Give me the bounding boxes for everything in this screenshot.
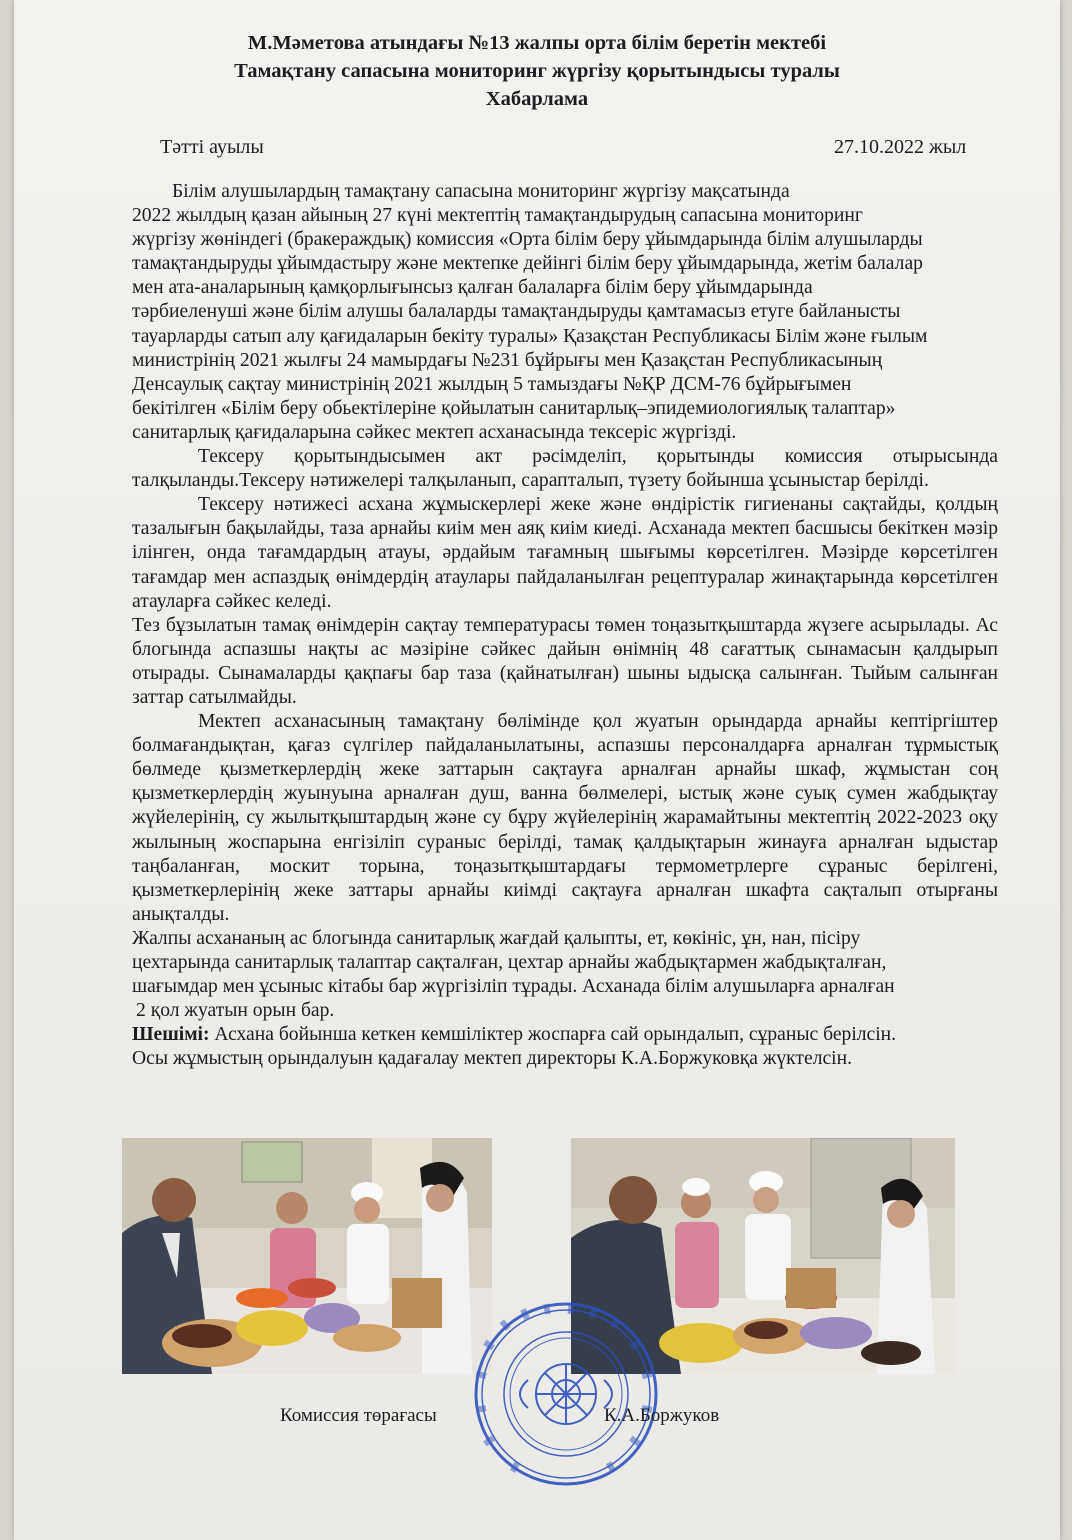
paragraph-line: бекітілген «Білім беру обьектілеріне қойылатын санитарлық–эпидемиологиялық талаптар» [132,397,896,419]
paragraph-line: цехтарында санитарлық талаптар сақталған, цехтар арнайы жабдықтармен жабдықталған, [132,952,887,973]
date-text: 27.10.2022 жыл [834,136,967,158]
paragraph-line: министрінің 2021 жылғы 24 мамырдағы №231 бұйрығы мен Қазақстан Республикасының [132,349,883,371]
paragraph-line: тауарларды сатып алу қағидаларын бекіту туралы» Қазақстан Республикасы Білім және ғылым [132,325,928,347]
school-name-heading: М.Мәметова атындағы №13 жалпы орта білім беретін мектебі [247,32,827,54]
subject-heading: Тамақтану сапасына мониторинг жүргізу қорытындысы туралы [234,60,840,82]
kitchen-inspection-photo-1 [122,1138,492,1374]
paragraph-line: жүргізу жөніндегі (бракераждық) комиссия «Орта білім беру ұйымдарында білім алушыларды [132,229,923,251]
paragraph-line: Денсаулық сақтау министрінің 2021 жылдың 5 тамыздағы №ҚР ДСМ-76 бұйрығымен [132,373,852,395]
decision-text: Асхана бойынша кеткен кемшіліктер жоспарға сай орындалып, сұраныс берілсін. [209,1024,897,1046]
document-body [132,180,998,1071]
signature-name: К.А.Боржуков [604,1405,720,1426]
paragraph-line: шағымдар мен ұсыныс кітабы бар жүргізіліп тұрады. Асханада білім алушыларға арналған [132,976,895,998]
paragraph-results: Тексеру нәтижесі асхана жұмыскерлері жеке және өндірістік гигиенаны сақтайды, қолдың тазалығын бақылайды, таза арнайы киім мен аяқ киім киеді. Асханада мектеп басшысы бекіткен мәзір ілінген, онда тағамдардың атауы, әрдайым тағамның шығымы көрсетілген. Мәзірде көрсетілген тағамдар мен аспаздық өнімдердің атаулары пайдаланылған рецептуралар жинақтарында көрсетілген атауларға сәйкес келеді. [132,494,998,612]
paragraph-deficiencies: Мектеп асханасының тамақтану бөлімінде қол жуатын орындарда арнайы кептіргіштер болмағандықтан, қағаз сүлгілер пайдаланылатыны, аспазшы персоналдарға арналған тұрмыстық бөлмеде қызметкерлердің жеке заттарын сақтауға арналған арнайы шкаф, жұмыстан соң қызметкерлердің жуынуына арналған душ, ванна бөлмелері, ыстық және суық сумен жабдықтау жүйелерінің, су жылытқыштардың және су бұру жүйелерінің жарамайтыны мектептің 2022-2023 оқу жылының жоспарына енгізіліп сураныс берілді, тамақ қалдықтарын жинауға арналған ыдыстар таңбаланған, москит торына, тоңазытқыштардағы термометрлерге сұраныс берілгені, қызметкерлерінің жеке заттары арнайы киімді сақтауға арналған шкафта сақталып отырғаны анықталды. [132,711,998,925]
decision-label: Шешімі: [132,1024,210,1046]
paragraph-line: санитарлық қағидаларына сәйкес мектеп асханасында тексеріс жүргізді. [132,421,737,443]
official-stamp [472,1300,660,1488]
signature-role: Комиссия төрағасы [280,1405,437,1426]
document-page [14,0,1060,1540]
paragraph-line: тамақтандыруды ұйымдастыру және мектепке дейінгі білім беру ұйымдарында, жетім балалар [132,253,923,275]
place-text: Тәтті ауылы [160,136,264,158]
paragraph-line: 2 қол жуатын орын бар. [136,1000,335,1022]
paragraph-line: 2022 жылдың қазан айының 27 күні мектептің тамақтандырудың сапасына мониторинг [132,205,863,227]
paragraph-line: Жалпы асхананың ас блогында санитарлық жағдай қалыпты, ет, көкініс, ұн, нан, пісіру [132,927,861,949]
decision-line [132,1023,998,1047]
paragraph-line: мен ата-аналарының қамқорлығынсыз қалған балаларға білім беру ұйымдарында [132,277,813,299]
paragraph-storage: Тез бұзылатын тамақ өнімдерін сақтау температурасы төмен тоңазытқыштарда жүзеге асырылады. Ас блогында аспазшы нақты ас мәзіріне сәйкес дайын өнімнің 48 сағаттық сынамасын қалдырып отырады. Сынамаларды қақпағы бар таза (қайнатылған) шыны ыдысқа салынған. Тыйым салынған заттар сатылмайды. [132,614,998,708]
paragraph-line: Білім алушылардың тамақтану сапасына мониторинг жүргізу мақсатында [172,181,790,202]
decision-line-2: Осы жұмыстың орындалуын қадағалау мектеп директоры К.А.Боржуковқа жүктелсін. [132,1048,852,1070]
document-type-heading: Хабарлама [485,88,589,110]
paragraph-act: Тексеру қорытындысымен акт рәсімделіп, қорытынды комиссия отырысында талқыланды.Тексеру нәтижелері талқыланып, сарапталып, түзету бойынша ұсыныстар берілді. [132,446,998,492]
paragraph-line: тәрбиеленуші және білім алушы балаларды тамақтандыруды қамтамасыз етуге байланысты [132,301,901,323]
